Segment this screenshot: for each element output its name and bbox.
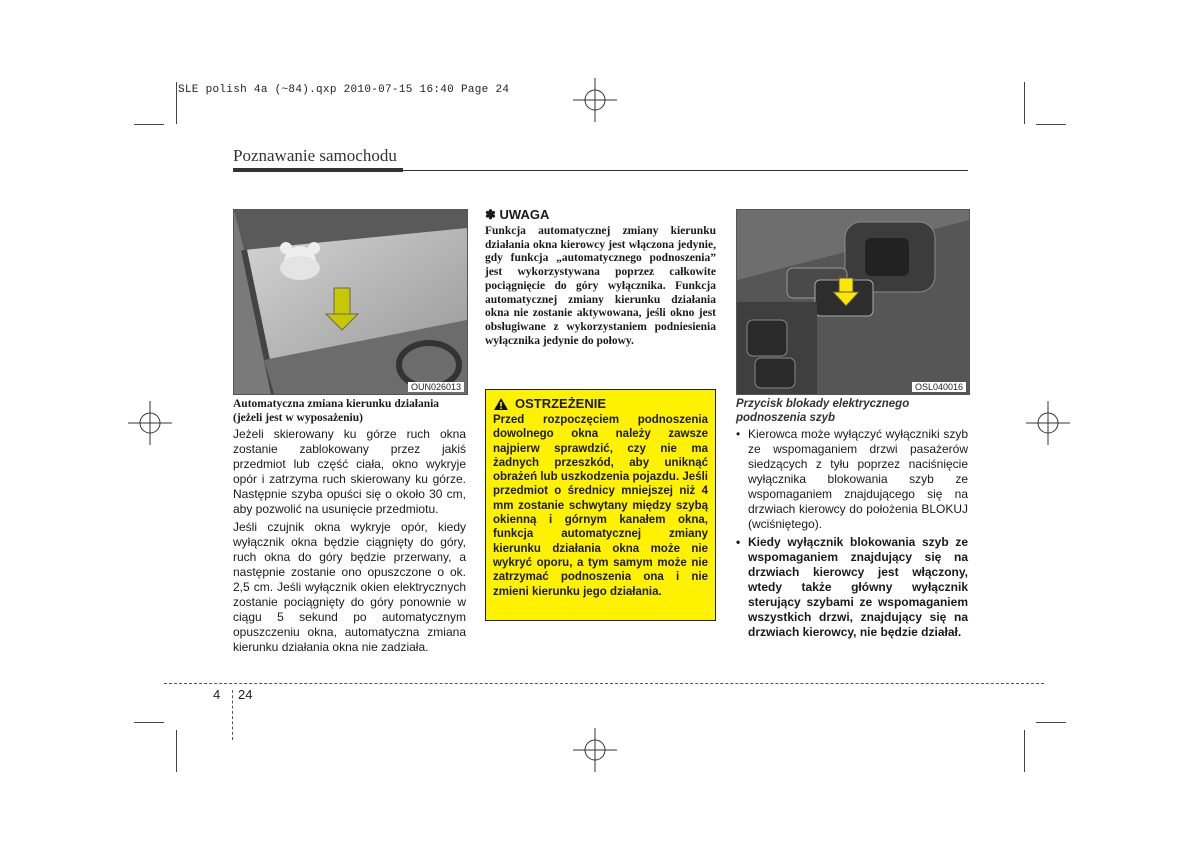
- list-item: • Kierowca może wyłączyć wyłączniki szyb ze wspomaganiem drzwi pasażerów siedzących z tyłu poprzez naciśnięcie wyłącznika blokowania szyb ze wspomaganiem znajdującego się na drzwiach kierowcy do położenia BLOKUJ (wciśniętego).: [736, 427, 968, 532]
- registration-mark-left: [128, 401, 172, 445]
- header-rule: [403, 170, 968, 171]
- header-bar: [233, 168, 403, 172]
- registration-mark-top: [573, 78, 617, 122]
- section-title: Poznawanie samochodu: [233, 146, 397, 165]
- chapter-number: 4: [213, 687, 221, 702]
- window-switch-illustration: [737, 210, 969, 394]
- list-item: • Kiedy wyłącznik blokowania szyb ze wspomaganiem znajdujący się na drzwiach kierowcy jest włączony, wtedy także główny wyłącznik sterujący szybami ze wspomaganiem wszystkich drzwi, znajdujący się na drzwiach kierowcy, nie będzie działał.: [736, 535, 968, 640]
- warning-triangle-icon: [493, 397, 509, 411]
- switch-photo: [736, 209, 970, 395]
- registration-mark-right: [1026, 401, 1070, 445]
- window-photo: [233, 209, 468, 395]
- warning-heading: [493, 396, 708, 411]
- photo-code: OUN026013: [408, 382, 464, 392]
- photo-caption: Automatyczna zmiana kierunku działania (jeżeli jest w wyposażeniu): [233, 398, 440, 424]
- notice-text: Funkcja automatycznej zmiany kierunku działania okna kierowcy jest włączona jedynie, gdy funkcja „automatycznego podnoszenia” jest wykorzystywana poprzez całkowite pociągnięcie do góry wyłącznika. Funkcja automatycznej zmiany kierunku działania okna nie zostanie aktywowana, jeśli okno jest obsługiwane z wykorzystaniem podniesienia wyłącznika jedynie do połowy.: [485, 225, 716, 347]
- paragraph: Jeżeli skierowany ku górze ruch okna zostanie zablokowany przez jakiś przedmiot lub część ciała, okno wykryje opór i zatrzyma ruch skierowany ku górze. Następnie szyba opuści się o około 30 cm, aby pozwolić na usunięcie przedmiotu.: [233, 427, 466, 516]
- warning-title: OSTRZEŻENIE: [515, 396, 607, 411]
- teddy-bear-icon: [280, 242, 320, 280]
- warning-box: [485, 389, 716, 621]
- notice-heading: [485, 207, 549, 223]
- paragraph: Jeśli czujnik okna wykryje opór, kiedy wyłącznik okna będzie ciągnięty do góry, ruch okna do góry będzie przerwany, a następnie zostanie ono opuszczone o ok. 2,5 cm. Jeśli wyłącznik okien elektrycznych zostanie pociągnięty do góry ponownie w ciągu 5 sekund po automatycznym opuszczeniu okna, automatyczna zmiana kierunku działania okna nie zadziała.: [233, 520, 466, 654]
- registration-mark-bottom: [573, 728, 617, 772]
- print-slug: SLE polish 4a (~84).qxp 2010-07-15 16:40 Page 24: [178, 84, 510, 96]
- photo-code: OSL040016: [912, 382, 966, 392]
- notice-title: UWAGA: [499, 207, 550, 222]
- car-window-illustration: [234, 210, 467, 394]
- footer-rule: [164, 683, 1044, 684]
- page-number: 24: [238, 687, 253, 702]
- footer-separator: [232, 690, 233, 740]
- left-body-text: [233, 427, 466, 658]
- photo-caption: Przycisk blokady elektrycznego podnoszenia szyb: [736, 398, 910, 424]
- warning-text: Przed rozpoczęciem podnoszenia dowolnego okna należy zawsze najpierw sprawdzić, czy nie ma żadnych przeszkód, aby uniknąć obrażeń lub uszkodzenia pojazdu. Jeśli przedmiot o średnicy mniejszej niż 4 mm zostanie schwytany między szybą okienną i górnym kanałem okna, funkcja automatycznej zmiany kierunku działania okna może nie wykryć oporu, a tym samym może nie zatrzymać podnoszenia ona i nie zmieni kierunku jego działania.: [493, 414, 708, 598]
- notice-icon: ✽: [485, 207, 496, 222]
- bullet-list: [736, 427, 968, 643]
